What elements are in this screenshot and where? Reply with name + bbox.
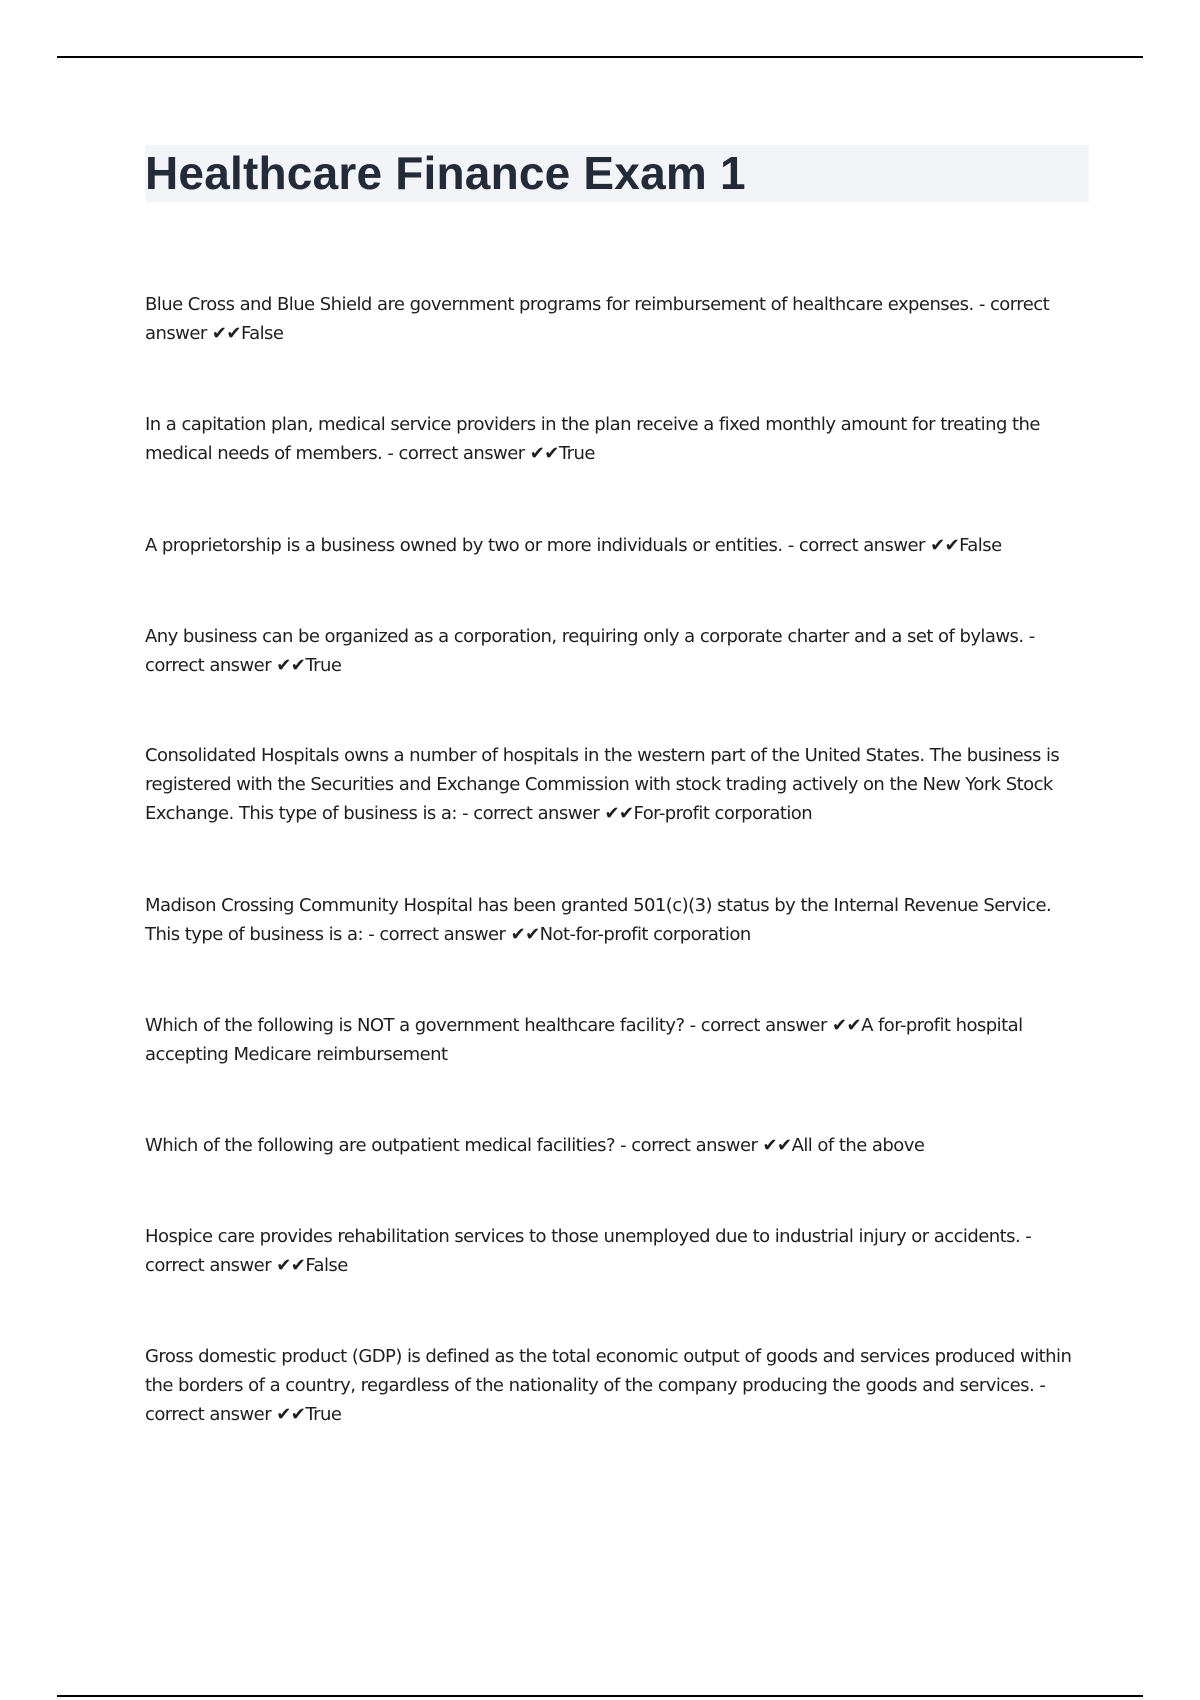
- answer-text: False: [305, 1255, 348, 1276]
- question-text: Madison Crossing Community Hospital has been granted 501(c)(3) status by the Internal Revenue Service. This type of business is a:: [145, 895, 1052, 945]
- answer-label: correct answer: [398, 443, 525, 464]
- answer-text: True: [305, 1404, 342, 1425]
- qa-item: Any business can be organized as a corporation, requiring only a corporate charter and a set of bylaws. - correct answer ✔✔True: [145, 626, 1035, 676]
- answer-label: correct answer: [145, 294, 1050, 344]
- question-text: Which of the following is NOT a government healthcare facility?: [145, 1015, 685, 1036]
- footer-rule: [57, 1695, 1143, 1697]
- answer-text: A for-profit hospital accepting Medicare reimbursement: [145, 1015, 1023, 1065]
- question-text: A proprietorship is a business owned by two or more individuals or entities.: [145, 535, 783, 556]
- page-title: Healthcare Finance Exam 1: [145, 147, 746, 199]
- qa-item: In a capitation plan, medical service providers in the plan receive a fixed monthly amount for treating the medical needs of members. - correct answer ✔✔True: [145, 414, 1040, 464]
- double-check-icon: ✔✔: [762, 1135, 792, 1156]
- answer-label: correct answer: [798, 535, 925, 556]
- question-text: Which of the following are outpatient medical facilities?: [145, 1135, 615, 1156]
- answer-label: correct answer: [631, 1135, 758, 1156]
- question-text: Consolidated Hospitals owns a number of hospitals in the western part of the United States. The business is registered with the Securities and Exchange Commission with stock trading actively on the New York Stock Exchange. This type of business is a:: [145, 745, 1060, 824]
- qa-item: Consolidated Hospitals owns a number of hospitals in the western part of the United States. The business is registered with the Securities and Exchange Commission with stock trading actively on the New York Stock Exchange. This type of business is a: - correct answer ✔✔For-profit corporation: [145, 745, 1060, 824]
- answer-text: True: [305, 655, 342, 676]
- question-text: Blue Cross and Blue Shield are government programs for reimbursement of healthcare expenses.: [145, 294, 974, 315]
- double-check-icon: ✔✔: [276, 1255, 306, 1276]
- qa-item: Which of the following are outpatient medical facilities? - correct answer ✔✔All of the above: [145, 1135, 925, 1156]
- answer-label: correct answer: [700, 1015, 827, 1036]
- answer-label: correct answer: [473, 803, 600, 824]
- qa-item: Gross domestic product (GDP) is defined as the total economic output of goods and services produced within the borders of a country, regardless of the nationality of the company producing the goods and services. - correct answer ✔✔True: [145, 1346, 1072, 1425]
- answer-text: False: [959, 535, 1002, 556]
- double-check-icon: ✔✔: [276, 1404, 306, 1425]
- question-text: In a capitation plan, medical service providers in the plan receive a fixed monthly amount for treating the medical needs of members.: [145, 414, 1040, 464]
- answer-text: False: [240, 323, 284, 344]
- double-check-icon: ✔✔: [510, 924, 540, 945]
- double-check-icon: ✔✔: [831, 1015, 862, 1036]
- double-check-icon: ✔✔: [930, 535, 960, 556]
- answer-text: True: [558, 443, 595, 464]
- question-text: Hospice care provides rehabilitation services to those unemployed due to industrial injury or accidents.: [145, 1226, 1021, 1247]
- double-check-icon: ✔✔: [211, 323, 241, 344]
- qa-item: A proprietorship is a business owned by two or more individuals or entities. - correct answer ✔✔False: [145, 535, 1002, 556]
- answer-text: For-profit corporation: [633, 803, 813, 824]
- answer-text: All of the above: [791, 1135, 925, 1156]
- double-check-icon: ✔✔: [604, 803, 634, 824]
- question-text: Any business can be organized as a corporation, requiring only a corporate charter and a set of bylaws.: [145, 626, 1024, 647]
- header-rule: [57, 56, 1143, 58]
- qa-item: Madison Crossing Community Hospital has been granted 501(c)(3) status by the Internal Revenue Service. This type of business is a: - correct answer ✔✔Not-for-profit corporation: [145, 895, 1052, 945]
- qa-item: Blue Cross and Blue Shield are government programs for reimbursement of healthcare expenses. - correct answer ✔✔False: [145, 294, 1050, 344]
- question-text: Gross domestic product (GDP) is defined as the total economic output of goods and services produced within the borders of a country, regardless of the nationality of the company producing the goods and services.: [145, 1346, 1072, 1396]
- answer-label: correct answer: [145, 1255, 272, 1276]
- answer-text: Not-for-profit corporation: [539, 924, 751, 945]
- qa-item: Which of the following is NOT a government healthcare facility? - correct answer ✔✔A for-profit hospital accepting Medicare reimbursement: [145, 1015, 1023, 1065]
- answer-label: correct answer: [379, 924, 506, 945]
- double-check-icon: ✔✔: [276, 655, 306, 676]
- double-check-icon: ✔✔: [529, 443, 559, 464]
- answer-label: correct answer: [145, 1404, 272, 1425]
- answer-label: correct answer: [145, 655, 272, 676]
- qa-item: Hospice care provides rehabilitation services to those unemployed due to industrial injury or accidents. - correct answer ✔✔False: [145, 1226, 1032, 1276]
